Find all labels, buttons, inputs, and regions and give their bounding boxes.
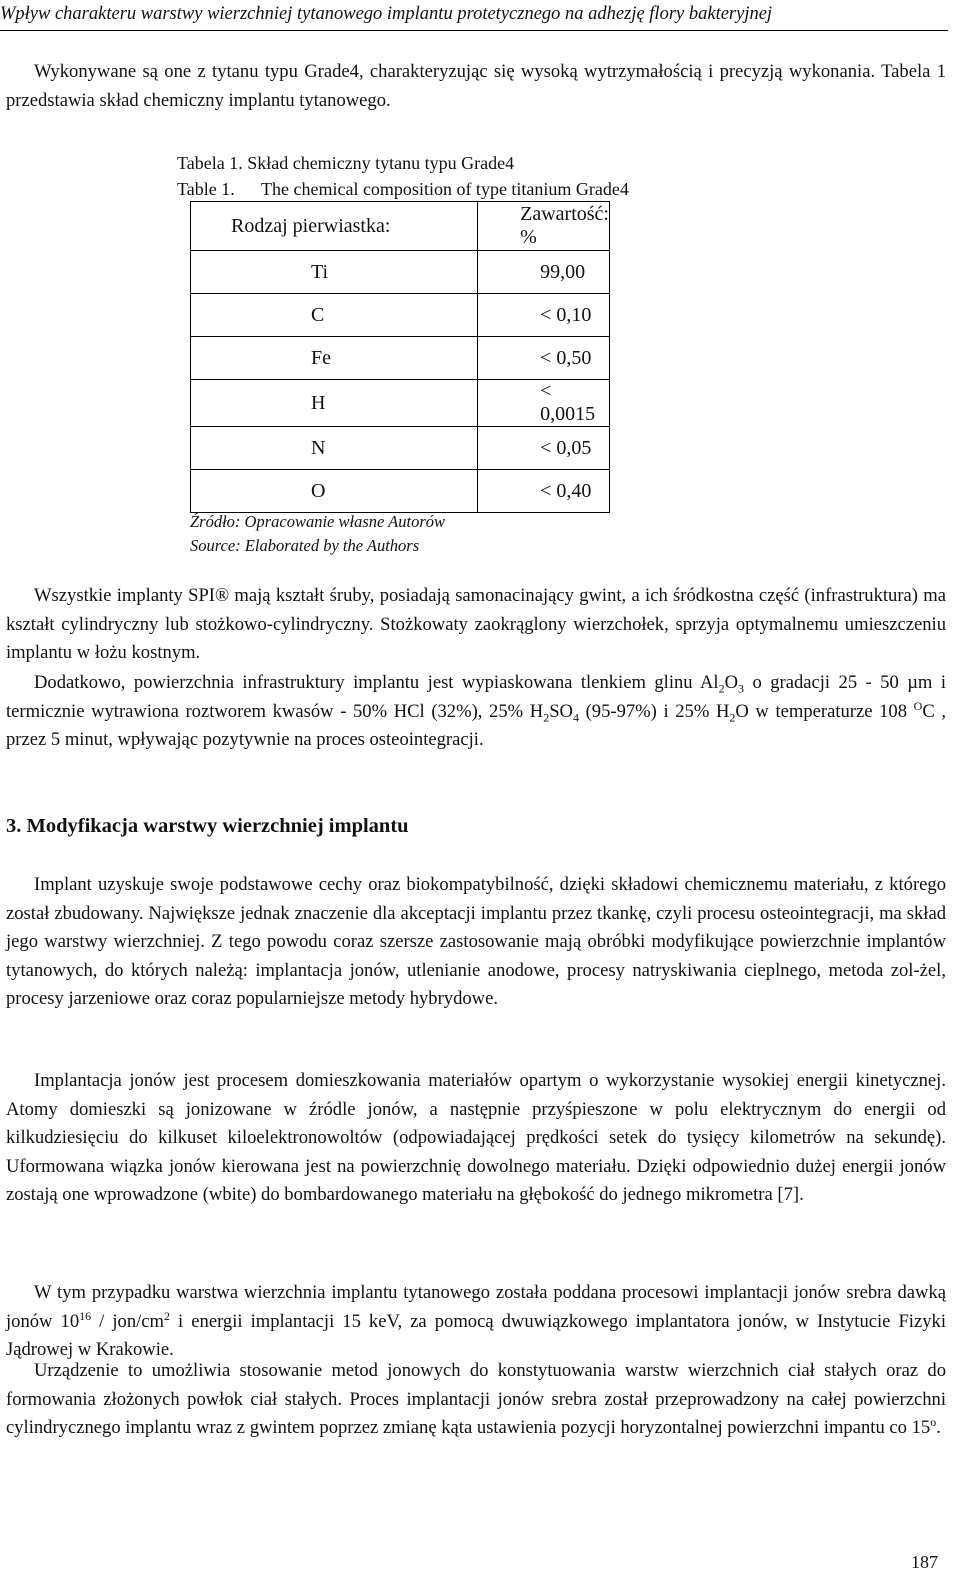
element-cell: C [191, 294, 478, 337]
table-header-row [191, 202, 610, 251]
subscript: 4 [572, 710, 579, 725]
element-cell: Ti [191, 251, 478, 294]
element-cell: N [191, 427, 478, 470]
header-content: Zawartość: % [478, 202, 610, 251]
text-run: Urządzenie to umożliwia stosowanie metod jonowych do konstytuowania warstw wierzchnich ciał stałych oraz do formowania złożonych powłok ciał stałych. Proces implantacji jonów srebra został przeprowadzony na całej powierzchni cylindrycznego implantu wraz z gwintem poprzez zmianę kąta ustawienia pozycji horyzontalnej powierzchni impantu co 15 [6, 1360, 946, 1438]
text-run: Dodatkowo, powierzchnia infrastruktury implantu jest wypiaskowana tlenkiem glinu Al [34, 672, 719, 693]
element-cell: O [191, 470, 478, 513]
table-row [191, 427, 610, 470]
text-run: SO [549, 700, 573, 722]
table-caption-en [177, 176, 629, 202]
table-caption-pl: Tabela 1. Skład chemiczny tytanu typu Grade4 [177, 153, 515, 173]
intro-paragraph: Wykonywane są one z tytanu typu Grade4, charakteryzując się wysoką wytrzymałością i precyzją wykonania. Tabela 1 przedstawia skład chemiczny implantu tytanowego. [6, 61, 946, 111]
table-row [191, 294, 610, 337]
element-cell: H [191, 380, 478, 427]
paragraph-surface-treatment [6, 669, 946, 755]
value-cell: < 0,05 [478, 427, 610, 470]
text-run: W tym przypadku warstwa wierzchnia implantu tytanowego została poddana procesowi implantacji jonów srebra dawką jonów 10 [6, 1282, 946, 1332]
table-caption-en-label: Table 1. [177, 179, 235, 199]
text-run: O w temperaturze 108 [735, 700, 914, 722]
text-run: C , przez 5 minut, wpływając pozytywnie na proces osteointegracji. [6, 700, 946, 750]
text-run: / jon/cm [91, 1310, 165, 1332]
section-heading [6, 815, 409, 838]
table-source-pl: Źródło: Opracowanie własne Autorów [190, 512, 446, 531]
value-cell: < 0,10 [478, 294, 610, 337]
superscript: O [913, 698, 923, 713]
paragraph-device [6, 1357, 946, 1443]
value-cell: < 0,50 [478, 337, 610, 380]
table-row [191, 251, 610, 294]
table-row [191, 470, 610, 513]
composition-table [190, 201, 610, 513]
table-row [191, 337, 610, 380]
subscript: 2 [718, 681, 725, 696]
section-title: Modyfikacja warstwy wierzchniej implantu [26, 815, 409, 837]
text-run: . [936, 1417, 941, 1438]
paragraph-ion-implantation: Implantacja jonów jest procesem domieszkowania materiałów opartym o wykorzystanie wysokiej energii kinetycznej. Atomy domieszki są jonizowane w źródle jonów, a następnie przyśpieszone w polu elektrycznym do energii od kilkudziesięciu do kilkuset kiloelektronowoltów (odpowiadającej prędkości setek do tysięcy kilometrów na sekundę). Uformowana wiązka jonów kierowana jest na powierzchnię dowolnego materiału. Dzięki odpowiednio dużej energii jonów zostają one wprowadzone (wbite) do bombardowanego materiału na głębokość do jednego mikrometra [7]. [6, 1070, 946, 1205]
superscript: o [930, 1414, 937, 1429]
text-run: O [724, 672, 739, 693]
subscript: 2 [543, 710, 550, 725]
section-number: 3. [6, 815, 22, 837]
superscript: 2 [164, 1308, 171, 1323]
running-header: Wpływ charakteru warstwy wierzchniej tytanowego implantu protetycznego na adhezję flory bakteryjnej [0, 2, 948, 31]
page-number: 187 [911, 1552, 938, 1572]
table-row [191, 380, 610, 427]
paragraph-silver-implantation [6, 1279, 946, 1365]
header-element: Rodzaj pierwiastka: [191, 202, 478, 251]
superscript: 16 [79, 1308, 92, 1323]
paragraph-implants-shape: Wszystkie implanty SPI® mają kształt śruby, posiadają samonacinający gwint, a ich śródkostna część (infrastruktura) ma kształt cylindryczny lub stożkowo-cylindryczny. Stożkowaty zaokrąglony wierzchołek, sprzyja optymalnemu umieszczeniu implantu w łożu kostnym. [6, 585, 946, 663]
table-source-en: Source: Elaborated by the Authors [190, 536, 420, 555]
subscript: 3 [738, 681, 745, 696]
element-cell: Fe [191, 337, 478, 380]
paragraph-biocompatibility: Implant uzyskuje swoje podstawowe cechy oraz biokompatybilność, dzięki składowi chemicznemu materiału, z którego został zbudowany. Największe jednak znaczenie dla akceptacji implantu przez tkankę, czyli procesu osteointegracji, ma skład jego warstwy wierzchniej. Z tego powodu coraz szersze zastosowanie mają obróbki modyfikujące powierzchnie implantów tytanowych, do których należą: implantacja jonów, utlenianie anodowe, procesy natryskiwania cieplnego, metoda zol-żel, procesy jarzeniowe oraz coraz popularniejsze metody hybrydowe. [6, 874, 946, 1009]
text-run: (95-97%) i 25% H [578, 700, 730, 722]
text-run: o gradacji 25 - 50 µm i termicznie wytrawiona roztworem kwasów - 50% HCl (32%), 25% H [6, 672, 946, 722]
value-cell: < 0,40 [478, 470, 610, 513]
table-caption-en-text: The chemical composition of type titanium Grade4 [261, 179, 629, 199]
subscript: 2 [729, 710, 736, 725]
value-cell: 99,00 [478, 251, 610, 294]
text-run: i energii implantacji 15 keV, za pomocą dwuwiązkowego implantatora jonów, w Instytucie Fizyki Jądrowej w Krakowie. [6, 1310, 946, 1360]
value-cell: < 0,0015 [478, 380, 610, 427]
